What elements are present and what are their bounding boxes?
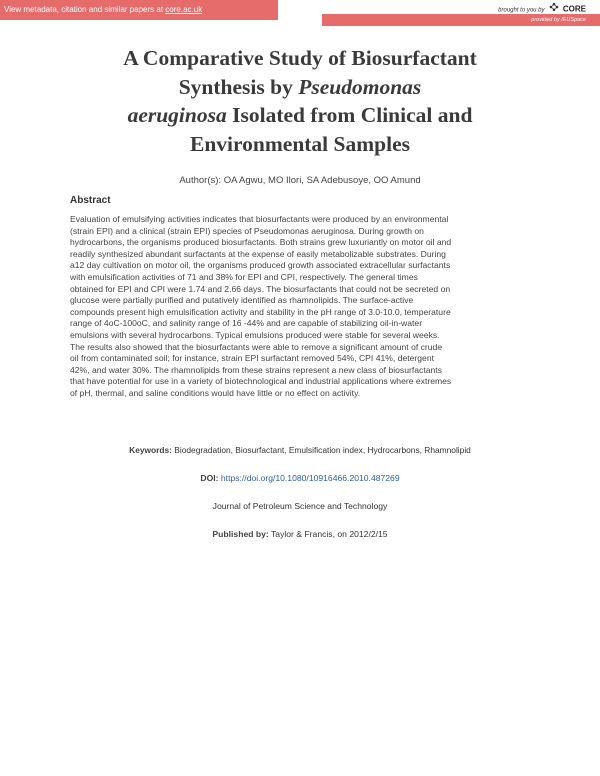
title-line-3-italic: aeruginosa bbox=[127, 103, 227, 127]
abstract-line: of pH, thermal, and saline conditions would have little or no effect on activity. bbox=[70, 387, 361, 398]
keywords-value: Biodegradation, Biosurfactant, Emulsification index, Hydrocarbons, Rhamnolipid bbox=[171, 445, 471, 455]
doi-label: DOI: bbox=[200, 473, 219, 483]
core-link[interactable]: core.ac.uk bbox=[165, 5, 203, 14]
abstract-line: range of 4oC-100oC, and salinity range of 16 -44% and are capable of stabilizing oil-in-water bbox=[70, 318, 423, 329]
abstract-line: (strain EPI) and a clinical (strain EPI) species of Pseudomonas aeruginosa. During growth on bbox=[70, 225, 424, 236]
published-label: Published by: bbox=[212, 529, 269, 539]
keywords bbox=[0, 445, 600, 455]
title-line-4: Environmental Samples bbox=[189, 131, 410, 156]
abstract-heading: Abstract bbox=[70, 195, 111, 206]
title-line-1: A Comparative Study of Biosurfactant bbox=[123, 46, 477, 70]
abstract-line: with emulsification activities of 71 and 38% for EPI and CPI, respectively. The general times bbox=[70, 271, 418, 282]
published-by bbox=[0, 529, 600, 539]
paper-title bbox=[40, 44, 560, 158]
metadata-text: View metadata, citation and similar papers at bbox=[4, 5, 166, 14]
brought-text: brought to you by bbox=[498, 7, 545, 14]
keywords-label: Keywords: bbox=[129, 445, 172, 455]
abstract-line: obtained for EPI and CPI were 1.74 and 2.66 days. The biosurfactants that could not be secreted on bbox=[70, 283, 451, 294]
abstract-line: readily synthesized abundant surfactants at the expense of easily metabolizable substrates. During bbox=[70, 248, 446, 259]
abstract-line: a12 day cultivation on motor oil, the organisms produced growth associated extracellular surfactants bbox=[70, 260, 451, 271]
abstract-line: that have potential for use in a variety of biotechnological and industrial applications where extremes bbox=[70, 376, 452, 387]
doi bbox=[0, 473, 600, 483]
title-line-3 bbox=[40, 101, 560, 130]
abstract-line: The results also showed that the biosurfactants were able to remove a significant amount of crude bbox=[70, 341, 443, 352]
abstract-line: compounds present high emulsification activity and stability in the pH range of 3.0-10.0, temperature bbox=[70, 306, 451, 317]
title-line-2-italic: Pseudomonas bbox=[298, 74, 422, 99]
abstract-line: Evaluation of emulsifying activities indicates that biosurfactants were produced by an environmental bbox=[70, 214, 449, 224]
core-banner bbox=[0, 0, 600, 27]
provided-text: provided by IEUSpace bbox=[531, 17, 586, 23]
abstract-line: 42%, and water 30%. The rhamnolipids from these strains represent a new class of biosurfactants bbox=[70, 364, 442, 375]
author-list: Author(s): OA Agwu, MO Ilori, SA Adebusoye, OO Amund bbox=[179, 175, 421, 186]
title-line-3-plain: Isolated from Clinical and bbox=[226, 103, 473, 127]
abstract-body bbox=[70, 214, 530, 400]
abstract-line: emulsions with several hydrocarbons. Typical emulsions produced were stable for several weeks. bbox=[70, 329, 440, 340]
abstract-line: hydrocarbons, the organisms produced biosurfactants. Both strains grew luxuriantly on motor oil and bbox=[70, 237, 452, 248]
journal-name: Journal of Petroleum Science and Technology bbox=[212, 501, 388, 511]
title-line-2-plain: Synthesis by bbox=[178, 74, 299, 99]
title-line-2 bbox=[40, 73, 560, 102]
abstract-line: glucose were partially purified and putatively identified as rhamnolipids. The surface-active bbox=[70, 295, 414, 306]
core-name: CORE bbox=[562, 4, 586, 14]
provided-by-bar[interactable] bbox=[322, 14, 600, 26]
published-value: Taylor & Francis, on 2012/2/15 bbox=[268, 529, 388, 539]
core-metadata-bar[interactable] bbox=[0, 0, 278, 20]
abstract-line: oil from contaminated soil; for instance, strain EPI surfactant removed 54%, CPI 41%, detergent bbox=[70, 353, 434, 364]
doi-link[interactable]: https://doi.org/10.1080/10916466.2010.487269 bbox=[220, 473, 400, 483]
